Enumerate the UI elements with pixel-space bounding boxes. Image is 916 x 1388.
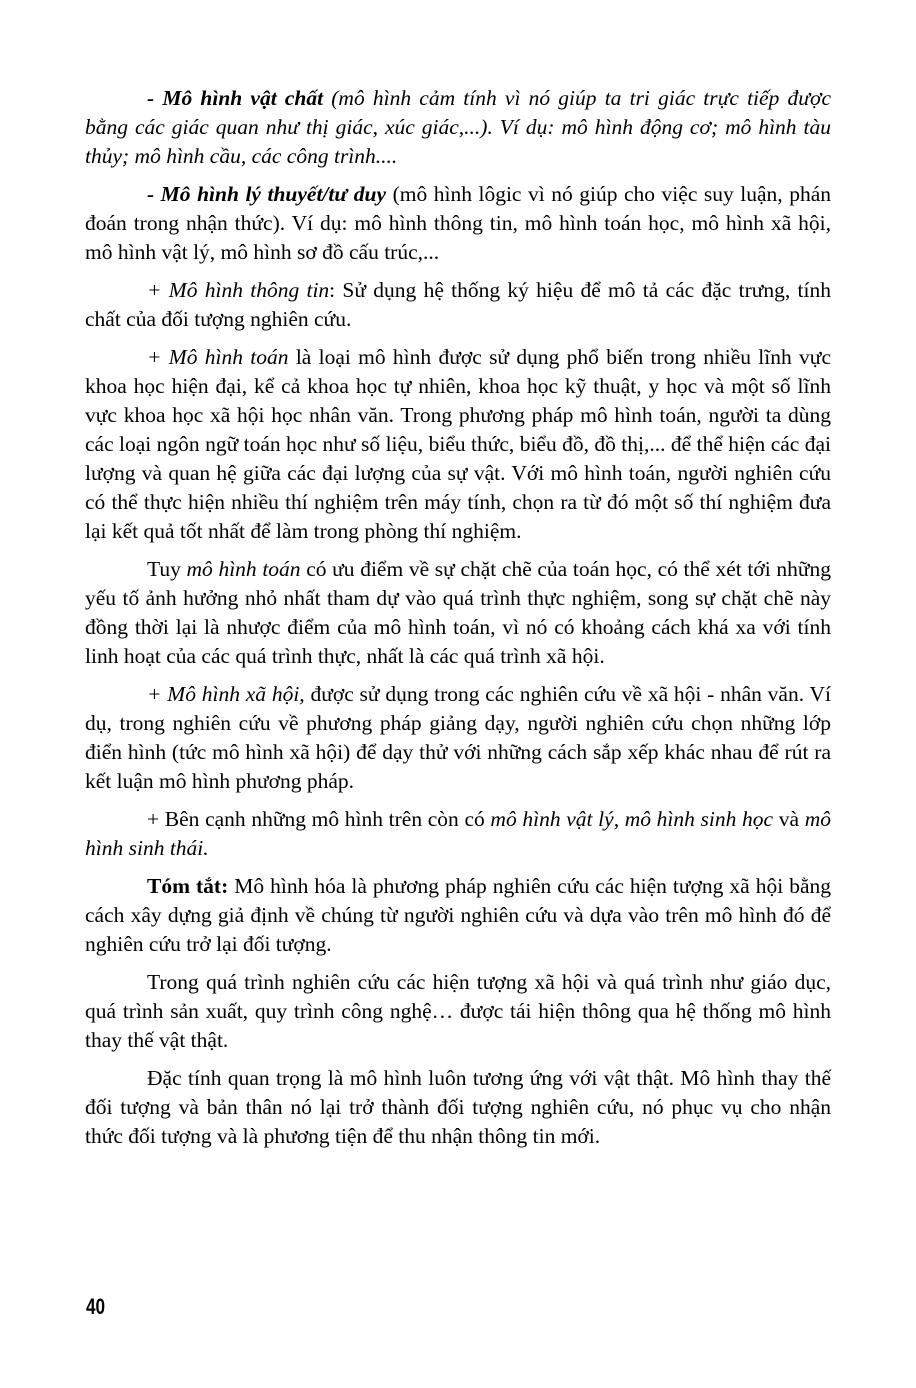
text-segment: mô hình sinh thái. [85, 807, 832, 860]
text-segment: mô hình vật lý, mô hình sinh học [490, 807, 779, 831]
text-segment: + Mô hình toán [147, 345, 296, 369]
text-segment: (mô hình lôgic vì nó giúp cho việc suy luận, phán đoán trong nhận thức). Ví dụ: mô hình thông tin, mô hình toán học, mô hình xã hội, mô hình vật lý, mô hình sơ đồ cấu trúc,... [85, 182, 831, 264]
text-segment: - Mô hình vật chất [147, 86, 332, 110]
paragraph [85, 805, 831, 863]
text-segment: + Mô hình xã hội, [147, 682, 311, 706]
text-segment: : Sử dụng hệ thống ký hiệu để mô tả các đặc trưng, tính chất của đối tượng nghiên cứu. [85, 278, 831, 331]
text-segment: Tuy [147, 557, 187, 581]
paragraph [85, 872, 831, 959]
page-number: 40 [86, 1294, 106, 1319]
text-segment: mô hình toán [186, 557, 307, 581]
paragraph [85, 343, 831, 546]
text-segment: Tóm tắt: [147, 874, 235, 898]
text-segment: Trong quá trình nghiên cứu các hiện tượng xã hội và quá trình như giáo dục, quá trình sản xuất, quy trình công nghệ… được tái hiện thông qua hệ thống mô hình thay thế vật thật. [85, 970, 831, 1052]
text-segment: Đặc tính quan trọng là mô hình luôn tương ứng với vật thật. Mô hình thay thế đối tượng và bản thân nó lại trở thành đối tượng nghiên cứu, nó phục vụ cho nhận thức đối tượng và là phương tiện để thu nhận thông tin mới. [85, 1066, 831, 1148]
text-segment: có ưu điểm về sự chặt chẽ của toán học, có thể xét tới những yếu tố ảnh hưởng nhỏ nhất tham dự vào quá trình thực nghiệm, song sự chặt chẽ này đồng thời lại là nhược điểm của mô hình toán, vì nó có khoảng cách khá xa với tính linh hoạt của các quá trình thực, nhất là các quá trình xã hội. [85, 557, 831, 668]
paragraph [85, 276, 831, 334]
text-segment: và [778, 807, 805, 831]
paragraph [85, 680, 831, 796]
text-segment: là loại mô hình được sử dụng phổ biến trong nhiều lĩnh vực khoa học hiện đại, kể cả khoa học tự nhiên, khoa học kỹ thuật, y học và một số lĩnh vực khoa học xã hội học nhân văn. Trong phương pháp mô hình toán, người ta dùng các loại ngôn ngữ toán học như số liệu, biểu thức, biểu đồ, đồ thị,... để thể hiện các đại lượng và quan hệ giữa các đại lượng của sự vật. Với mô hình toán, người nghiên cứu có thể thực hiện nhiều thí nghiệm trên máy tính, chọn ra từ đó một số thí nghiệm đưa lại kết quả tốt nhất để làm trong phòng thí nghiệm. [85, 345, 831, 543]
document-body [85, 84, 831, 1160]
paragraph [85, 84, 831, 171]
paragraph [85, 180, 831, 267]
paragraph [85, 1064, 831, 1151]
text-segment: Mô hình hóa là phương pháp nghiên cứu các hiện tượng xã hội bằng cách xây dựng giả định về chúng từ người nghiên cứu và dựa vào trên mô hình đó để nghiên cứu trở lại đối tượng. [85, 874, 831, 956]
paragraph [85, 968, 831, 1055]
text-segment: (mô hình cảm tính vì nó giúp ta tri giác trực tiếp được bằng các giác quan như thị giác, xúc giác,...). Ví dụ: mô hình động cơ; mô hình tàu thủy; mô hình cầu, các công trình.... [85, 86, 831, 168]
text-segment: + Mô hình thông tin [147, 278, 330, 302]
text-segment: + Bên cạnh những mô hình trên còn có [147, 807, 491, 831]
text-segment: - Mô hình lý thuyết/tư duy [147, 182, 393, 206]
text-segment: được sử dụng trong các nghiên cứu về xã hội - nhân văn. Ví dụ, trong nghiên cứu về phương pháp giảng dạy, người nghiên cứu chọn những lớp điển hình (tức mô hình xã hội) để dạy thử với những cách sắp xếp khác nhau để rút ra kết luận mô hình phương pháp. [85, 682, 831, 793]
paragraph [85, 555, 831, 671]
